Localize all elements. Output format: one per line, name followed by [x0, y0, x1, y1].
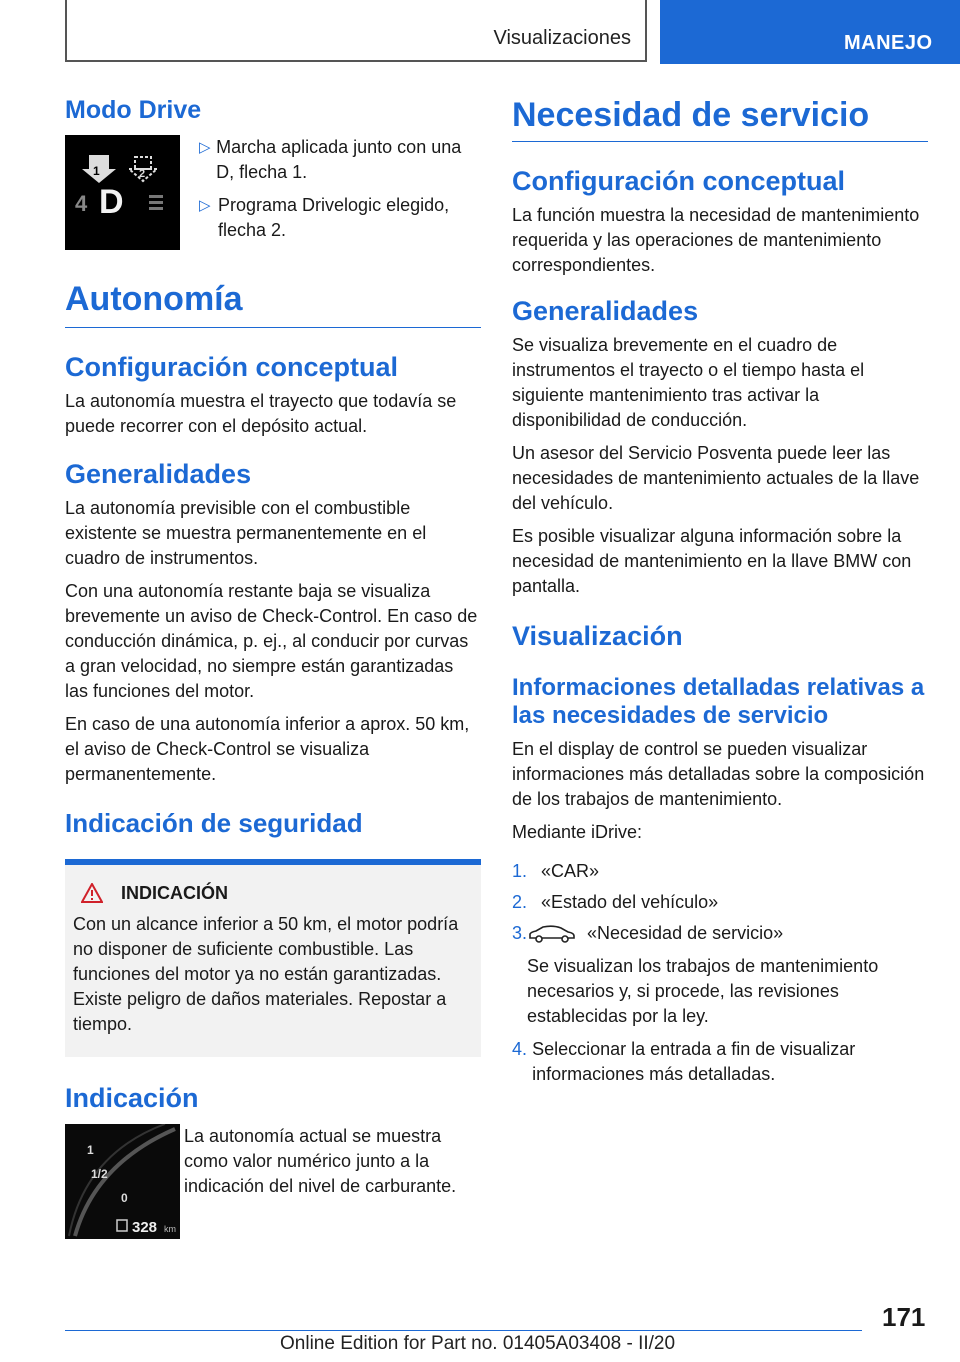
- drive-mode-bullets: [199, 135, 481, 250]
- service-general-p3: Es posible visualizar alguna información sobre la necesidad de mantenimiento en la llave BMW con pantalla.: [512, 526, 912, 596]
- display-subtitle: Informaciones detalladas relativas a las necesidades de servicio: [512, 674, 925, 729]
- autonomia-concept-text: La autonomía muestra el trayecto que todavía se puede recorrer con el depósito actual.: [65, 391, 457, 436]
- footer-edition: Online Edition for Part no. 01405A03408 - II/20: [280, 1333, 676, 1354]
- safety-note-text: Con un alcance inferior a 50 km, el motor podría no disponer de suficiente combustible. Las funciones del motor ya no están garantizadas. Existe peligro de daños materiales. Repostar a tiempo.: [73, 913, 459, 1034]
- drive-mode-block: [65, 135, 481, 250]
- car-service-icon: [527, 924, 577, 944]
- arrow-1-label: 1: [93, 164, 100, 178]
- step-text: «Necesidad de servicio»: [587, 923, 784, 944]
- step-text: «Estado del vehículo»: [541, 892, 719, 913]
- gauge-tick-half: 1/2: [91, 1166, 108, 1181]
- gauge-range-value: 328: [132, 1218, 158, 1236]
- gauge-range-unit: km: [164, 1223, 176, 1234]
- header-section-title: Visualizaciones: [493, 27, 631, 49]
- warning-triangle-icon: [81, 883, 103, 903]
- drive-mode-title: Modo Drive: [65, 96, 202, 124]
- step-number: 2.: [512, 892, 528, 913]
- step-body: [527, 921, 928, 1029]
- gear-d-label: D: [99, 183, 124, 221]
- drive-mode-icon: [65, 135, 180, 250]
- gauge-tick-1: 1: [87, 1142, 94, 1157]
- step-text: «CAR»: [541, 861, 600, 882]
- service-general-title: Generalidades: [512, 296, 699, 326]
- drive-mode-image: [65, 135, 180, 250]
- autonomia-general-p2: Con una autonomía restante baja se visualiza brevemente un aviso de Check-Control. En caso de conducción dinámica, p. ej., al conducir por curvas a gran velocidad, no siempre están garantizadas las funciones del motor.: [65, 581, 478, 701]
- indication-block: [65, 1124, 481, 1239]
- triangle-bullet-icon: ▷: [199, 197, 211, 214]
- step-number: 4.: [512, 1039, 528, 1060]
- header-chapter-tab: [660, 0, 960, 64]
- display-title: Visualización: [512, 621, 683, 651]
- footer-divider: [65, 1330, 862, 1331]
- bullet-text: Programa Drivelogic elegido, flecha 2.: [218, 195, 450, 240]
- page-number: 171: [882, 1302, 926, 1332]
- header-section-box: [65, 0, 647, 62]
- fuel-gauge-image: [65, 1124, 180, 1239]
- autonomia-general-title: Generalidades: [65, 459, 252, 489]
- step-number: 1.: [512, 861, 528, 882]
- safety-note-box: [65, 859, 481, 1057]
- service-general-p1: Se visualiza brevemente en el cuadro de instrumentos el trayecto o el tiempo hasta el siguiente mantenimiento tras activar la disponibilidad de conducción.: [512, 335, 865, 430]
- step-item: [512, 859, 928, 884]
- autonomia-general-p1: La autonomía previsible con el combustible existente se muestra permanentemente en el cuadro de instrumentos.: [65, 498, 427, 568]
- service-general-p2: Un asesor del Servicio Posventa puede leer las necesidades de mantenimiento actuales de la llave del vehículo.: [512, 443, 920, 513]
- service-concept-title: Configuración conceptual: [512, 166, 846, 196]
- bullet-item: [199, 193, 481, 243]
- safety-note-header: [73, 883, 473, 904]
- service-concept-text: La función muestra la necesidad de mantenimiento requerida y las operaciones de mantenimiento correspondientes.: [512, 205, 920, 275]
- step-item: [512, 1037, 928, 1087]
- bullet-text: Marcha aplicada junto con una D, flecha 1.: [216, 137, 462, 182]
- left-column: [65, 96, 481, 1239]
- indication-text: La autonomía actual se muestra como valor numérico junto a la indicación del nivel de carburante.: [184, 1125, 457, 1196]
- header-chapter-title: MANEJO: [844, 32, 933, 54]
- step-number: 3.: [512, 923, 528, 944]
- triangle-bullet-icon: ▷: [199, 139, 211, 156]
- steps-list: [512, 859, 928, 1087]
- step-text: Seleccionar la entrada a fin de visualizar informaciones más detalladas.: [532, 1039, 856, 1085]
- step-item: [512, 890, 928, 915]
- autonomia-title: Autonomía: [65, 280, 481, 328]
- right-column: [512, 96, 928, 1087]
- autonomia-general-p3: En caso de una autonomía inferior a aprox. 50 km, el aviso de Check-Control se visualiza permanentemente.: [65, 714, 470, 784]
- safety-title: Indicación de seguridad: [65, 808, 363, 838]
- step-line: [527, 921, 928, 946]
- display-p1: En el display de control se pueden visualizar informaciones más detalladas sobre la composición de los trabajos de mantenimiento.: [512, 739, 925, 810]
- autonomia-concept-title: Configuración conceptual: [65, 352, 399, 382]
- bullet-item: [199, 135, 481, 185]
- display-p2: Mediante iDrive:: [512, 822, 643, 843]
- arrow-2-label: 2: [139, 168, 146, 180]
- indication-title: Indicación: [65, 1082, 199, 1113]
- safety-note-label: INDICACIÓN: [121, 882, 228, 903]
- step-detail: Se visualizan los trabajos de mantenimiento necesarios y, si procede, las revisiones establecidas por la ley.: [527, 956, 879, 1027]
- step-item: [512, 921, 928, 1029]
- fuel-gauge-icon: [65, 1124, 180, 1239]
- gear-4-label: 4: [75, 191, 88, 216]
- gauge-tick-0: 0: [121, 1190, 128, 1205]
- service-title: Necesidad de servicio: [512, 96, 928, 142]
